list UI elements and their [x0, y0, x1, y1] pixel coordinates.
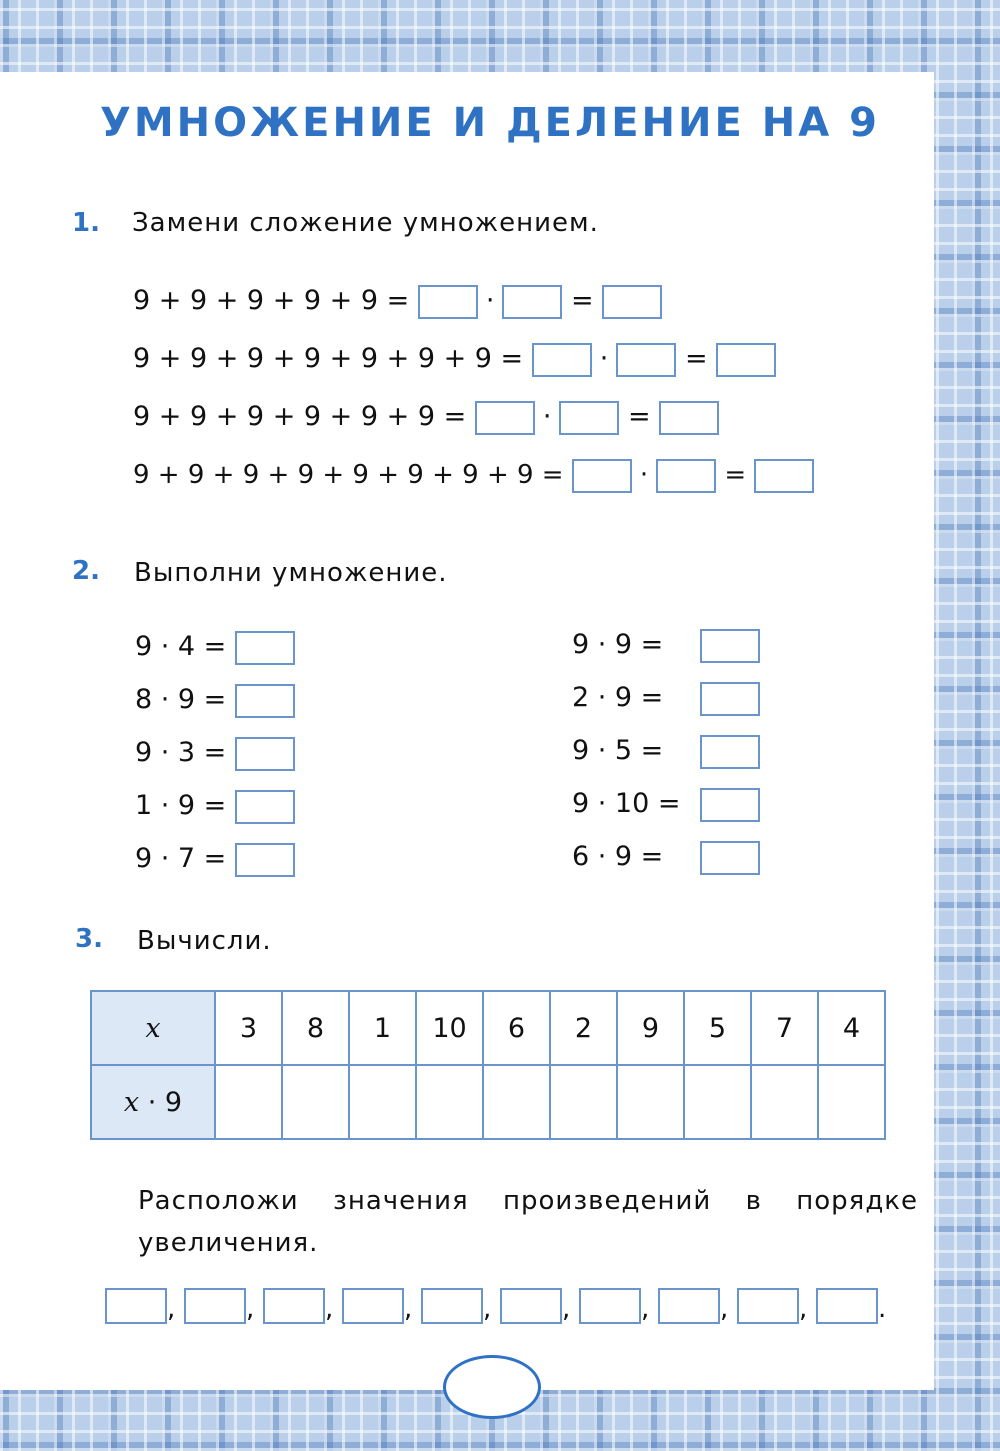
order-answer-box[interactable] [184, 1288, 246, 1324]
answer-box[interactable] [235, 631, 295, 665]
calculation-table [90, 990, 886, 1140]
order-answer-box[interactable] [342, 1288, 404, 1324]
x-value: 7 [751, 991, 818, 1065]
row-label-product: x · 9 [91, 1065, 215, 1139]
answer-box[interactable] [475, 401, 535, 435]
product-answer-cell[interactable] [416, 1065, 483, 1139]
answer-box[interactable] [754, 459, 814, 493]
x-value: 2 [550, 991, 617, 1065]
sum-expression: 9 + 9 + 9 + 9 + 9 + 9 = [133, 401, 467, 432]
task3-number: 3. [75, 924, 103, 954]
task1-row: 9 + 9 + 9 + 9 + 9 + 9 + 9 + 9 = · = [133, 456, 814, 494]
answer-box[interactable] [700, 788, 760, 822]
x-value: 5 [684, 991, 751, 1065]
order-answer-box[interactable] [105, 1288, 167, 1324]
answer-box[interactable] [602, 285, 662, 319]
answer-box[interactable] [700, 629, 760, 663]
answer-box[interactable] [656, 459, 716, 493]
page-number-oval [443, 1355, 541, 1419]
task2-text: Выполни умножение. [134, 558, 448, 588]
multiplication-item: 9 · 5 = [572, 732, 760, 770]
answer-box[interactable] [235, 684, 295, 718]
answer-box[interactable] [716, 343, 776, 377]
order-answer-box[interactable] [500, 1288, 562, 1324]
task1-row: 9 + 9 + 9 + 9 + 9 + 9 + 9 = · = [133, 340, 776, 378]
order-answer-box[interactable] [263, 1288, 325, 1324]
order-answer-box[interactable] [579, 1288, 641, 1324]
answer-box[interactable] [572, 459, 632, 493]
ordering-answer-row: , , , , , , , , , . [105, 1288, 895, 1324]
answer-box[interactable] [700, 735, 760, 769]
ordering-instruction: Расположи значения произведений в порядке увеличения. [138, 1186, 918, 1258]
product-answer-cell[interactable] [550, 1065, 617, 1139]
x-value: 8 [282, 991, 349, 1065]
multiplication-item: 2 · 9 = [572, 679, 760, 717]
multiplication-item: 9 · 9 = [572, 626, 760, 664]
sum-expression: 9 + 9 + 9 + 9 + 9 + 9 + 9 + 9 = [133, 460, 564, 490]
answer-box[interactable] [418, 285, 478, 319]
order-answer-box[interactable] [421, 1288, 483, 1324]
order-answer-box[interactable] [658, 1288, 720, 1324]
multiplication-item: 9 · 3 = [135, 734, 295, 772]
multiplication-item: 9 · 7 = [135, 840, 295, 878]
product-answer-cell[interactable] [751, 1065, 818, 1139]
multiplication-item: 1 · 9 = [135, 787, 295, 825]
answer-box[interactable] [502, 285, 562, 319]
task1-number: 1. [72, 208, 100, 238]
table-row-x [91, 991, 885, 1065]
x-value: 4 [818, 991, 885, 1065]
product-answer-cell[interactable] [349, 1065, 416, 1139]
x-value: 1 [349, 991, 416, 1065]
answer-box[interactable] [659, 401, 719, 435]
page-title: УМНОЖЕНИЕ И ДЕЛЕНИЕ НА 9 [100, 100, 880, 146]
answer-box[interactable] [235, 843, 295, 877]
sum-expression: 9 + 9 + 9 + 9 + 9 + 9 + 9 = [133, 343, 524, 374]
multiplication-item: 6 · 9 = [572, 838, 760, 876]
multiplication-item: 8 · 9 = [135, 681, 295, 719]
x-value: 3 [215, 991, 282, 1065]
product-answer-cell[interactable] [684, 1065, 751, 1139]
answer-box[interactable] [616, 343, 676, 377]
product-answer-cell[interactable] [282, 1065, 349, 1139]
task1-row: 9 + 9 + 9 + 9 + 9 + 9 = · = [133, 398, 719, 436]
x-value: 9 [617, 991, 684, 1065]
multiplication-item: 9 · 4 = [135, 628, 295, 666]
task2-number: 2. [72, 556, 100, 586]
task1-row: 9 + 9 + 9 + 9 + 9 = · = [133, 282, 662, 320]
answer-box[interactable] [559, 401, 619, 435]
task3-text: Вычисли. [137, 926, 272, 956]
order-answer-box[interactable] [816, 1288, 878, 1324]
product-answer-cell[interactable] [483, 1065, 550, 1139]
product-answer-cell[interactable] [215, 1065, 282, 1139]
answer-box[interactable] [235, 737, 295, 771]
product-answer-cell[interactable] [617, 1065, 684, 1139]
multiplication-item: 9 · 10 = [572, 785, 760, 823]
product-answer-cell[interactable] [818, 1065, 885, 1139]
answer-box[interactable] [235, 790, 295, 824]
table-row-product [91, 1065, 885, 1139]
answer-box[interactable] [700, 841, 760, 875]
order-answer-box[interactable] [737, 1288, 799, 1324]
x-value: 10 [416, 991, 483, 1065]
x-value: 6 [483, 991, 550, 1065]
sum-expression: 9 + 9 + 9 + 9 + 9 = [133, 285, 410, 316]
answer-box[interactable] [532, 343, 592, 377]
answer-box[interactable] [700, 682, 760, 716]
row-label-x: x [91, 991, 215, 1065]
task1-text: Замени сложение умножением. [132, 208, 599, 238]
